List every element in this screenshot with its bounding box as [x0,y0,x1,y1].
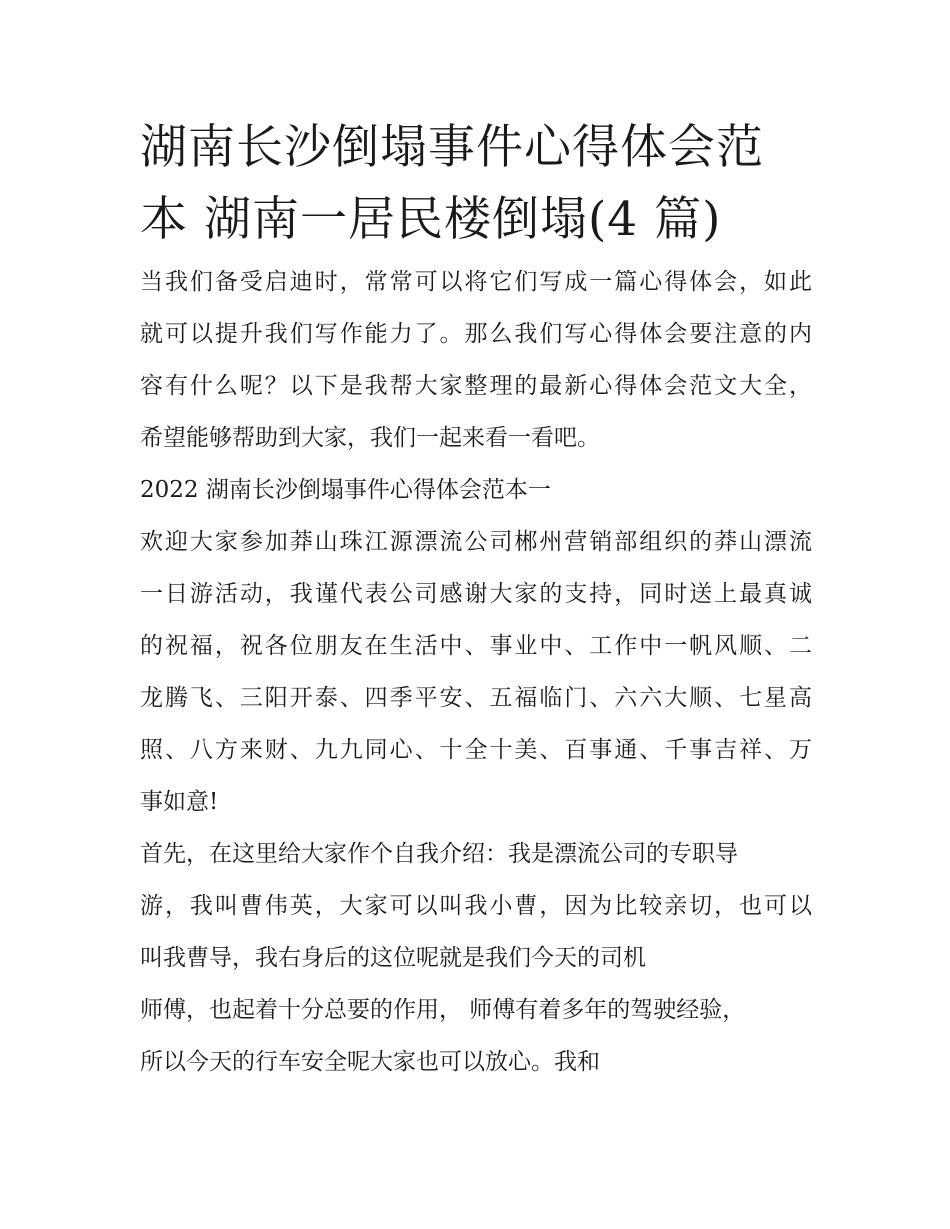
document-page [140,112,812,1088]
title-line: 本 湖南一居民楼倒塌(4 篇) [140,192,722,247]
text-line: 当我们备受启迪时，常常可以将它们写成一篇心得体会，如此 [140,269,812,295]
document-title [140,112,812,256]
body-paragraph-2 [140,828,812,1088]
text-line: 游，我叫曹伟英，大家可以叫我小曹，因为比较亲切，也可以 [140,893,812,919]
text-line: 就可以提升我们写作能力了。那么我们写心得体会要注意的内 [140,321,812,347]
text-line: 师傅，也起着十分总要的作用， 师傅有着多年的驾驶经验， [140,997,746,1023]
body-paragraph-1 [140,516,812,828]
section-heading: 2022 湖南长沙倒塌事件心得体会范本一 [140,477,551,503]
text-line: 首先，在这里给大家作个自我介绍：我是漂流公司的专职导 [140,841,738,867]
text-line: 事如意! [140,789,219,815]
text-line: 的祝福，祝各位朋友在生活中、事业中、工作中一帆风顺、二 [140,633,812,659]
title-line: 湖南长沙倒塌事件心得体会范 [140,120,764,175]
text-line: 欢迎大家参加莽山珠江源漂流公司郴州营销部组织的莽山漂流 [140,529,812,555]
text-line: 希望能够帮助到大家，我们一起来看一看吧。 [140,425,600,451]
text-line: 所以今天的行车安全呢大家也可以放心。我和 [140,1049,600,1075]
text-line: 龙腾飞、三阳开泰、四季平安、五福临门、六六大顺、七星高 [140,685,812,711]
intro-paragraph [140,256,812,464]
text-line: 一日游活动，我谨代表公司感谢大家的支持，同时送上最真诚 [140,581,812,607]
text-line: 容有什么呢？以下是我帮大家整理的最新心得体会范文大全， [140,373,812,399]
text-line: 叫我曹导，我右身后的这位呢就是我们今天的司机 [140,945,646,971]
text-line: 照、八方来财、九九同心、十全十美、百事通、千事吉祥、万 [140,737,812,763]
